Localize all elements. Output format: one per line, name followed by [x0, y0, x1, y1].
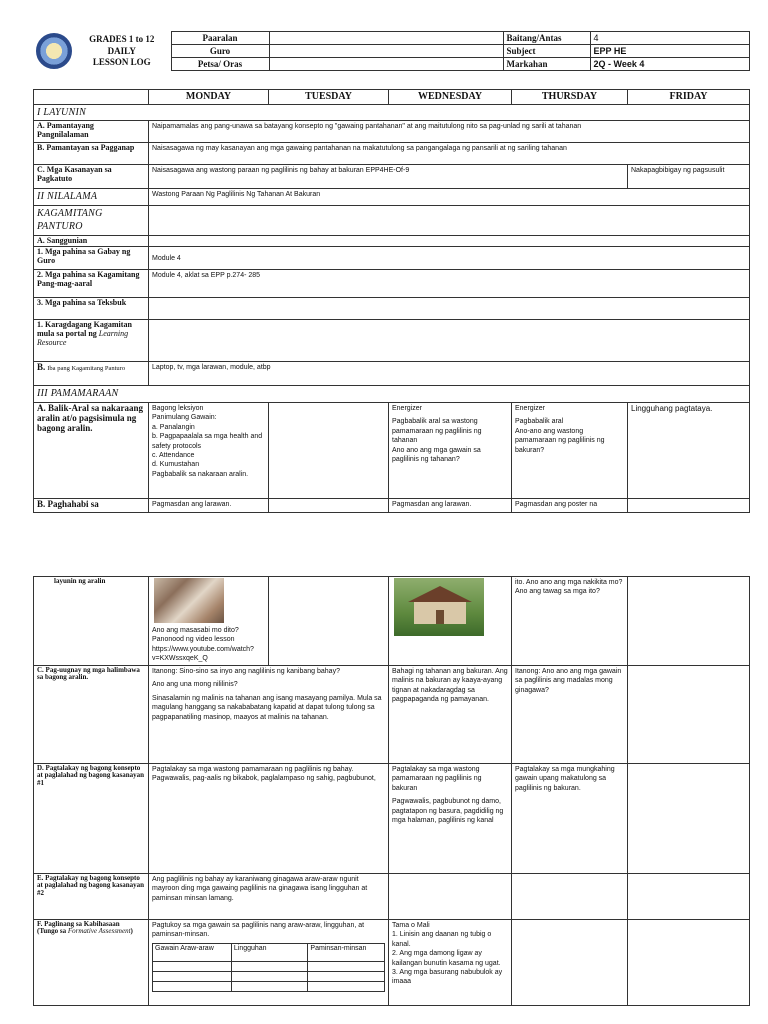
school-value[interactable] [269, 32, 503, 45]
pagtalakay2-thursday [512, 873, 628, 919]
row-label-paghahabi: B. Paghahabi sa [34, 498, 149, 512]
gawain-cell[interactable] [231, 961, 308, 971]
row-label-iba-pang [34, 362, 149, 386]
balik-thu-line: Energizer [515, 404, 545, 412]
row-label-learning-resource [34, 320, 149, 362]
balik-mon-line: c. Attendance [152, 451, 195, 459]
gabay-text: Module 4 [149, 247, 750, 270]
gawain-cell[interactable] [153, 971, 232, 981]
teksbuk-empty [149, 298, 750, 320]
paglinang-label-tungo: (Tungo sa [37, 927, 67, 936]
pagtalakay1-monday [149, 763, 389, 873]
balik-thu-line: Pagbabalik aral [515, 418, 564, 426]
balik-mon-line: Bagong leksiyon [152, 404, 204, 412]
pagtalakay1-wed-line: Pagwawalis, pagbubunot ng damo, pagtatapon ng basura, pagdidilig ng mga halaman, paglilinis ng kanal [392, 798, 504, 824]
row-label-sanggunian: A. Sanggunian [34, 235, 149, 247]
balik-mon-line: d. Kumustahan [152, 461, 200, 469]
lr-label-main: 1. Karagdagang Kagamitan mula sa portal ng [37, 320, 132, 339]
row-label-kagamitang-pangmagaaral: 2. Mga pahina sa Kagamitang Pang-mag-aaral [34, 270, 149, 298]
iba-label-letter: B. [37, 362, 46, 373]
day-header-thursday: THURSDAY [512, 90, 628, 105]
learning-resource-empty [149, 320, 750, 362]
date-label: Petsa/ Oras [171, 58, 269, 71]
quarter-value[interactable]: 2Q - Week 4 [590, 58, 749, 71]
uugnay-mon-line: Itanong: Sino-sino sa inyo ang naglilinis ng kanibang bahay? [152, 667, 340, 675]
balik-mon-line: Pagbabalik sa nakaraan aralin. [152, 470, 249, 478]
brand-title [73, 32, 171, 71]
row-label-teksbuk: 3. Mga pahina sa Teksbuk [34, 298, 149, 320]
row-label-pagtalakay-1: D. Pagtalakay ng bagong konsepto at paglalahad ng bagong kasanayan #1 [34, 763, 149, 873]
gawain-col-araw: Gawain Araw-araw [153, 943, 232, 961]
pag-uugnay-wednesday: Bahagi ng tahanan ang bakuran. Ang malinis na bakuran ay kaaya-ayang tignan at nakadaragdag sa pagpapaganda ng pamayanan. [389, 665, 512, 763]
pagtalakay2-friday [628, 873, 750, 919]
pagtalakay1-wed-line: Pagtalakay sa mga wastong pamamaraan ng paglilinis ng bakuran [392, 765, 482, 792]
paghahabi-thursday: Pagmasdan ang poster na [512, 498, 628, 512]
paglinang-wednesday [389, 919, 512, 1005]
pagtalakay2-wednesday [389, 873, 512, 919]
header-table [33, 31, 750, 71]
kasanayan-friday: Nakapagbibigay ng pagsusulit [628, 165, 750, 189]
brand-line-2: DAILY [107, 45, 136, 56]
pagganap-text: Naisasagawa ng may kasanayan ang mga gawaing pantahanan na makatutulong sa pangangalaga ng pansarili at ng sariling tahanan [149, 143, 750, 165]
layunin-thursday: ito. Ano ano ang mga nakikita mo? Ano ang tawag sa mga ito? [512, 577, 628, 666]
grade-value[interactable]: 4 [590, 32, 749, 45]
balik-thu-line: Ano-ano ang wastong pamamaraan ng paglilinis ng bakuran? [515, 427, 605, 454]
balik-mon-line: a. Panalangin [152, 423, 195, 431]
pagtalakay1-wednesday [389, 763, 512, 873]
row-label-paglinang [34, 919, 149, 1005]
paglinang-instructions: Pagtukoy sa mga gawain sa paglilinis nang araw-araw, lingguhan, at paminsan-minsan. [152, 921, 365, 939]
balik-aral-wednesday [389, 402, 512, 498]
section-pamamaraan: III PAMAMARAAN [34, 386, 750, 403]
iba-label-text: Iba pang Kagamitang Panturo [47, 365, 126, 373]
paglinang-friday [628, 919, 750, 1005]
balik-aral-monday [149, 402, 269, 498]
balik-mon-line: b. Pagpapaalala sa mga health and safety protocols [152, 433, 263, 450]
row-label-gabay: 1. Mga pahina sa Gabay ng Guro [34, 247, 149, 270]
row-label-pag-uugnay: C. Pag-uugnay ng mga halimbawa sa bagong aralin. [34, 665, 149, 763]
layunin-mon-line: Ano ang masasabi mo dito? [152, 627, 239, 634]
section-nilalaman: II NILALAMA [34, 189, 149, 206]
layunin-friday [628, 577, 750, 666]
teacher-value[interactable] [269, 45, 503, 58]
paglinang-wed-line: Tama o Mali [392, 921, 430, 929]
classroom-photo [154, 578, 224, 623]
balik-wed-line: Ano ano ang mga gawain sa paglilinis ng tahanan? [392, 446, 481, 463]
row-label-pagtalakay-2: E. Pagtalakay ng bagong konsepto at paglalahad ng bagong kasanayan #2 [34, 873, 149, 919]
paglinang-label-close: ) [130, 927, 133, 936]
paghahabi-wednesday: Pagmasdan ang larawan. [389, 498, 512, 512]
row-label-pagganap: B. Pamantayan sa Pagganap [34, 143, 149, 165]
video-lesson-link[interactable]: https://www.youtube.com/watch?v=KXWssxqeK_Q [152, 645, 254, 663]
gawain-table [152, 943, 385, 992]
gawain-cell[interactable] [153, 981, 232, 991]
kagamitan-line-2: PANTURO [37, 221, 83, 232]
layunin-mon-line: Panonood ng video lesson [152, 636, 235, 644]
kasanayan-text: Naisasagawa ang wastong paraan ng paglilinis ng bahay at bakuran EPP4HE-Of-9 [149, 165, 628, 189]
kagamitang-text: Module 4, aklat sa EPP p.274- 285 [149, 270, 750, 298]
pagtalakay1-thursday: Pagtalakay sa mga mungkahing gawain upang makatulong sa paglilinis ng bakuran. [512, 763, 628, 873]
row-label-kasanayan: C. Mga Kasanayan sa Pagkatuto [34, 165, 149, 189]
nilalaman-text: Wastong Paraan Ng Paglilinis Ng Tahanan At Bakuran [149, 189, 750, 206]
gawain-col-lingguhan: Lingguhan [231, 943, 308, 961]
iba-pang-text: Laptop, tv, mga larawan, module, atbp [149, 362, 750, 386]
gawain-cell[interactable] [231, 981, 308, 991]
row-label-pamantayang: A. Pamantayang Pangnilalaman [34, 121, 149, 143]
pagtalakay1-mon-line: Pagwawalis, pag-aalis ng bikabok, paglalampaso ng sahig, pagbubunot, [152, 775, 376, 783]
gawain-col-paminsan: Paminsan-minsan [308, 943, 385, 961]
uugnay-mon-line: Ano ang una mong nililinis? [152, 681, 238, 689]
pamantayang-text: Naipamamalas ang pang-unawa sa batayang konsepto ng "gawaing pantahanan" at ang maitutulong nito sa pag-unlad ng sarili at tahanan [149, 121, 750, 143]
paglinang-label-main: F. Paglinang sa Kabihasaan [37, 919, 120, 928]
lesson-log-table [33, 89, 750, 513]
grade-label: Baitang/Antas [503, 32, 590, 45]
corner-cell [34, 90, 149, 105]
deped-seal [33, 32, 73, 71]
paglinang-wed-line: 3. Ang mga basurang nabubulok ay imaaa [392, 968, 503, 986]
pag-uugnay-thursday: Itanong: Ano ano ang mga gawain sa paglilinis ang madalas mong ginagawa? [512, 665, 628, 763]
pag-uugnay-friday [628, 665, 750, 763]
quarter-label: Markahan [503, 58, 590, 71]
kagamitan-line-1: KAGAMITANG [37, 207, 103, 219]
balik-wed-line: Energizer [392, 404, 422, 412]
subject-label: Subject [503, 45, 590, 58]
paglinang-thursday [512, 919, 628, 1005]
balik-aral-tuesday [269, 402, 389, 498]
layunin-monday [149, 577, 269, 666]
pagtalakay2-monday: Ang paglilinis ng bahay ay karaniwang ginagawa araw-araw ngunit mayroon ding mga gawaing paglilinis na ginagawa isang lingguhan at paminsan minsan lamang. [149, 873, 389, 919]
day-header-monday: MONDAY [149, 90, 269, 105]
seal-icon [36, 33, 72, 69]
row-label-layunin-aralin: layunin ng aralin [34, 577, 149, 666]
paglinang-monday [149, 919, 389, 1005]
school-label: Paaralan [171, 32, 269, 45]
paghahabi-friday [628, 498, 750, 512]
day-header-friday: FRIDAY [628, 90, 750, 105]
section-kagamitan [34, 205, 149, 235]
pagtalakay1-friday [628, 763, 750, 873]
lesson-log-continuation [33, 576, 750, 1006]
gawain-cell[interactable] [308, 961, 385, 971]
paghahabi-tuesday [269, 498, 389, 512]
day-header-tuesday: TUESDAY [269, 90, 389, 105]
balik-wed-line: Pagbabalik aral sa wastong pamamaraan ng paglilinis ng tahanan [392, 418, 482, 445]
house-yard-photo [394, 578, 484, 636]
gawain-cell[interactable] [308, 981, 385, 991]
day-header-wednesday: WEDNESDAY [389, 90, 512, 105]
gawain-cell[interactable] [153, 961, 232, 971]
paglinang-wed-line: 1. Linisin ang daanan ng tubig o kanal. [392, 931, 492, 948]
gawain-cell[interactable] [231, 971, 308, 981]
row-label-balik-aral: A. Balik-Aral sa nakaraang aralin at/o pagsisimula ng bagong aralin. [34, 402, 149, 498]
sanggunian-empty [149, 235, 750, 247]
lr-label-italic: Learning Resource [37, 329, 129, 347]
layunin-tuesday [269, 577, 389, 666]
balik-aral-thursday [512, 402, 628, 498]
balik-mon-line: Panimulang Gawain: [152, 414, 217, 422]
pag-uugnay-monday [149, 665, 389, 763]
brand-line-3: LESSON LOG [92, 56, 151, 67]
paglinang-label-italic: Formative Assessment [67, 927, 131, 936]
uugnay-mon-line: Sinasalamin ng malinis na tahanan ang isang masayang pamilya. Mula sa magulang hanggang sa nakababatang kapatid at dapat tulong tulong sa pagpapanatiling masinop, maayos at malinis na tahanan. [152, 694, 382, 721]
subject-value[interactable]: EPP HE [590, 45, 749, 58]
section-layunin: I LAYUNIN [34, 104, 750, 121]
balik-aral-friday: Lingguhang pagtataya. [628, 402, 750, 498]
teacher-label: Guro [171, 45, 269, 58]
kagamitan-empty [149, 205, 750, 235]
brand-line-1: GRADES 1 to 12 [89, 34, 155, 45]
paglinang-wed-line: 2. Ang mga damong ligaw ay kailangan bunutin kasama ng ugat. [392, 950, 501, 967]
date-value[interactable] [269, 58, 503, 71]
pagtalakay1-mon-line: Pagtalakay sa mga wastong pamamaraan ng paglilinis ng bahay. [152, 765, 354, 773]
layunin-wednesday [389, 577, 512, 666]
gawain-cell[interactable] [308, 971, 385, 981]
paghahabi-monday: Pagmasdan ang larawan. [149, 498, 269, 512]
